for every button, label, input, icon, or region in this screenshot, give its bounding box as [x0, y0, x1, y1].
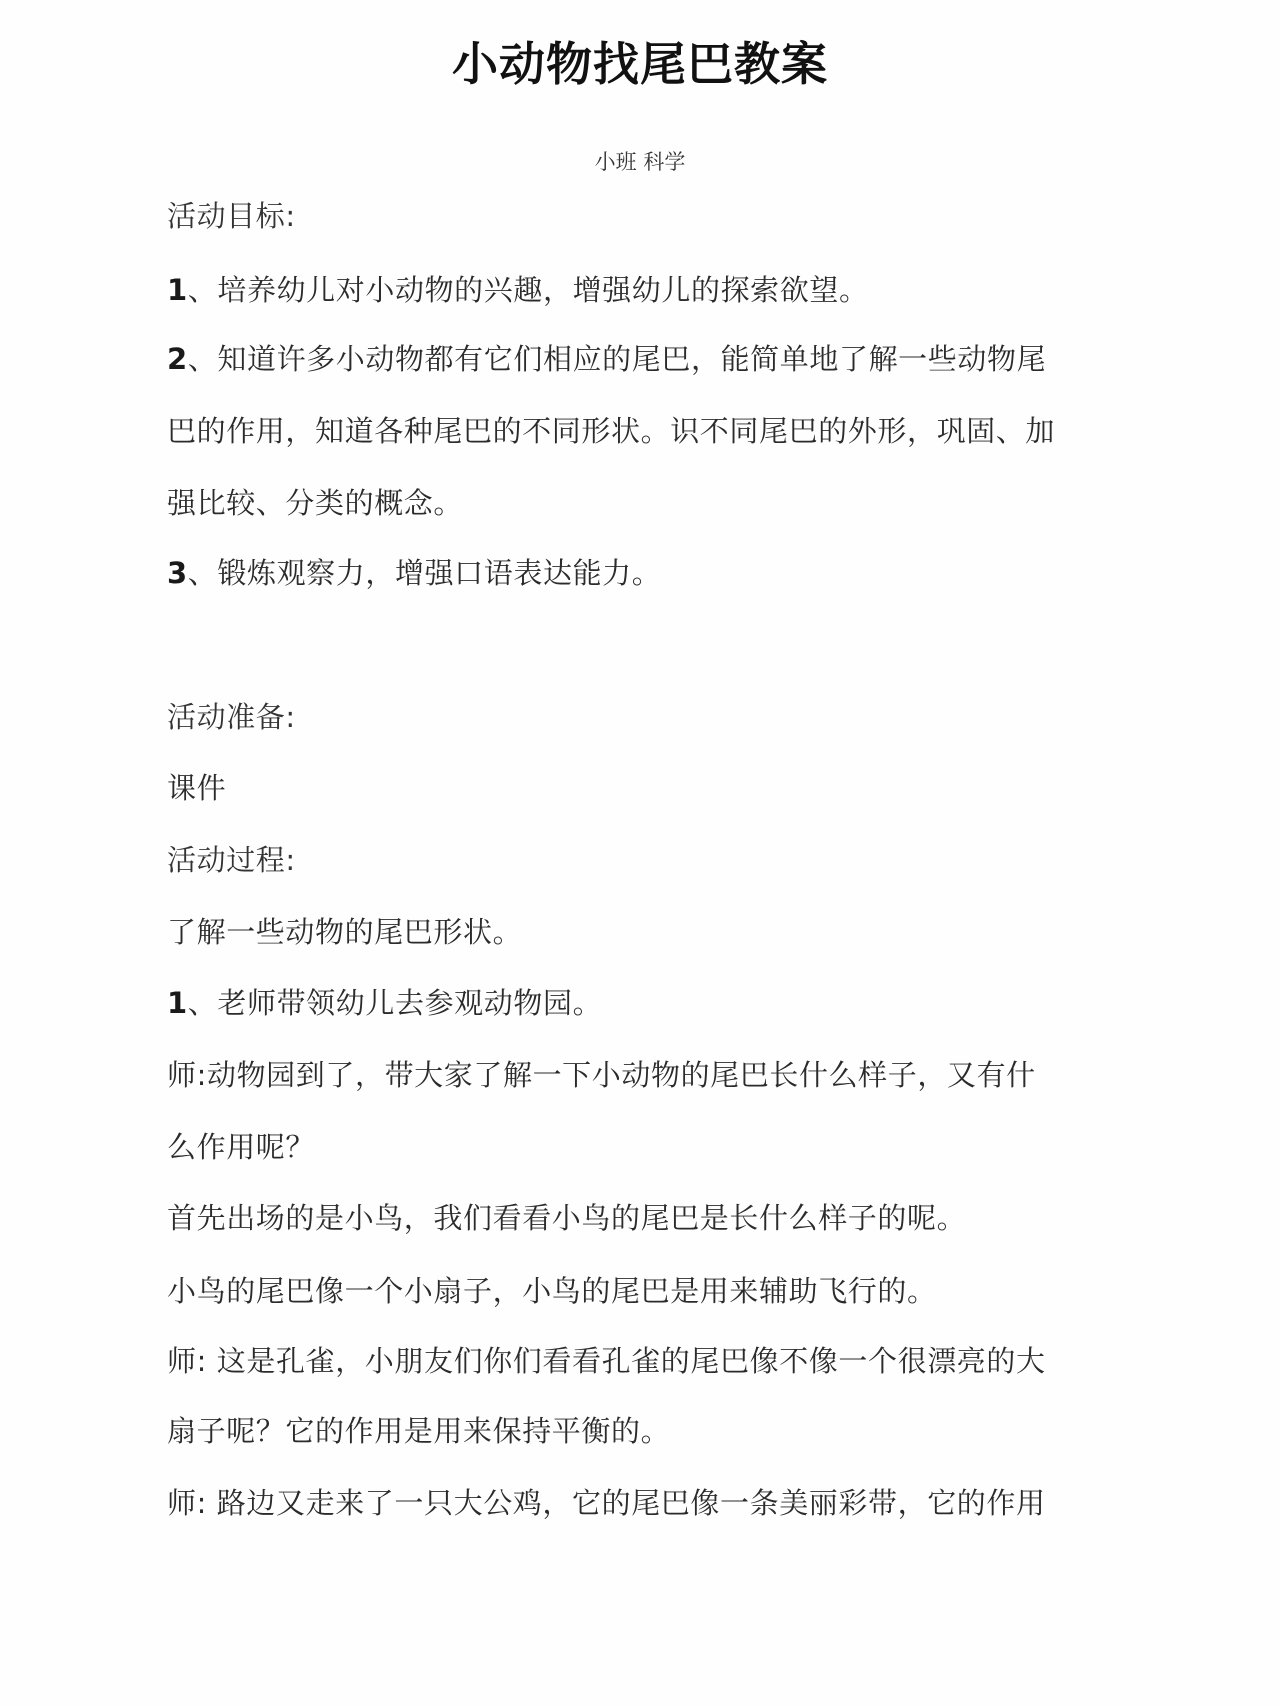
process-intro: 了解一些动物的尾巴形状。 [167, 915, 523, 949]
process-paragraph-line: 么作用呢？ [167, 1130, 316, 1164]
process-heading: 活动过程: [167, 843, 296, 877]
process-step-1 [167, 983, 1127, 1023]
goal-item-1-text: 、培养幼儿对小动物的兴趣，增强幼儿的探索欲望。 [187, 273, 869, 307]
document-title: 小动物找尾巴教案 [452, 37, 828, 91]
process-paragraph-line: 小鸟的尾巴像一个小扇子，小鸟的尾巴是用来辅助飞行的。 [167, 1274, 937, 1308]
document-subtitle: 小班 科学 [594, 150, 686, 174]
process-paragraph-line: 扇子呢？它的作用是用来保持平衡的。 [167, 1414, 671, 1448]
process-step-1-number: 1 [167, 986, 188, 1020]
process-paragraph-line: 师: 这是孔雀，小朋友们你们看看孔雀的尾巴像不像一个很漂亮的大 [167, 1344, 1046, 1378]
goal-item-3 [167, 553, 1127, 593]
preparation-heading: 活动准备: [167, 700, 296, 734]
goal-item-2-number: 2 [167, 342, 188, 376]
goal-item-2-continuation-2: 强比较、分类的概念。 [167, 486, 464, 520]
goal-item-2-text: 、知道许多小动物都有它们相应的尾巴，能简单地了解一些动物尾 [187, 342, 1047, 376]
preparation-content: 课件 [167, 771, 227, 805]
goal-item-2-continuation-1: 巴的作用，知道各种尾巴的不同形状。识不同尾巴的外形，巩固、加 [167, 414, 1056, 448]
goals-heading: 活动目标: [167, 199, 296, 233]
process-paragraph-line: 师:动物园到了，带大家了解一下小动物的尾巴长什么样子，又有什 [167, 1058, 1036, 1092]
process-paragraph-line: 首先出场的是小鸟，我们看看小鸟的尾巴是长什么样子的呢。 [167, 1201, 967, 1235]
process-paragraph-line: 师: 路边又走来了一只大公鸡，它的尾巴像一条美丽彩带，它的作用 [167, 1486, 1046, 1520]
goal-item-2 [167, 339, 1127, 379]
goal-item-3-number: 3 [167, 556, 188, 590]
goal-item-1 [167, 270, 1127, 310]
process-step-1-text: 、老师带领幼儿去参观动物园。 [187, 986, 603, 1020]
goal-item-1-number: 1 [167, 273, 188, 307]
goal-item-3-text: 、锻炼观察力，增强口语表达能力。 [187, 556, 662, 590]
